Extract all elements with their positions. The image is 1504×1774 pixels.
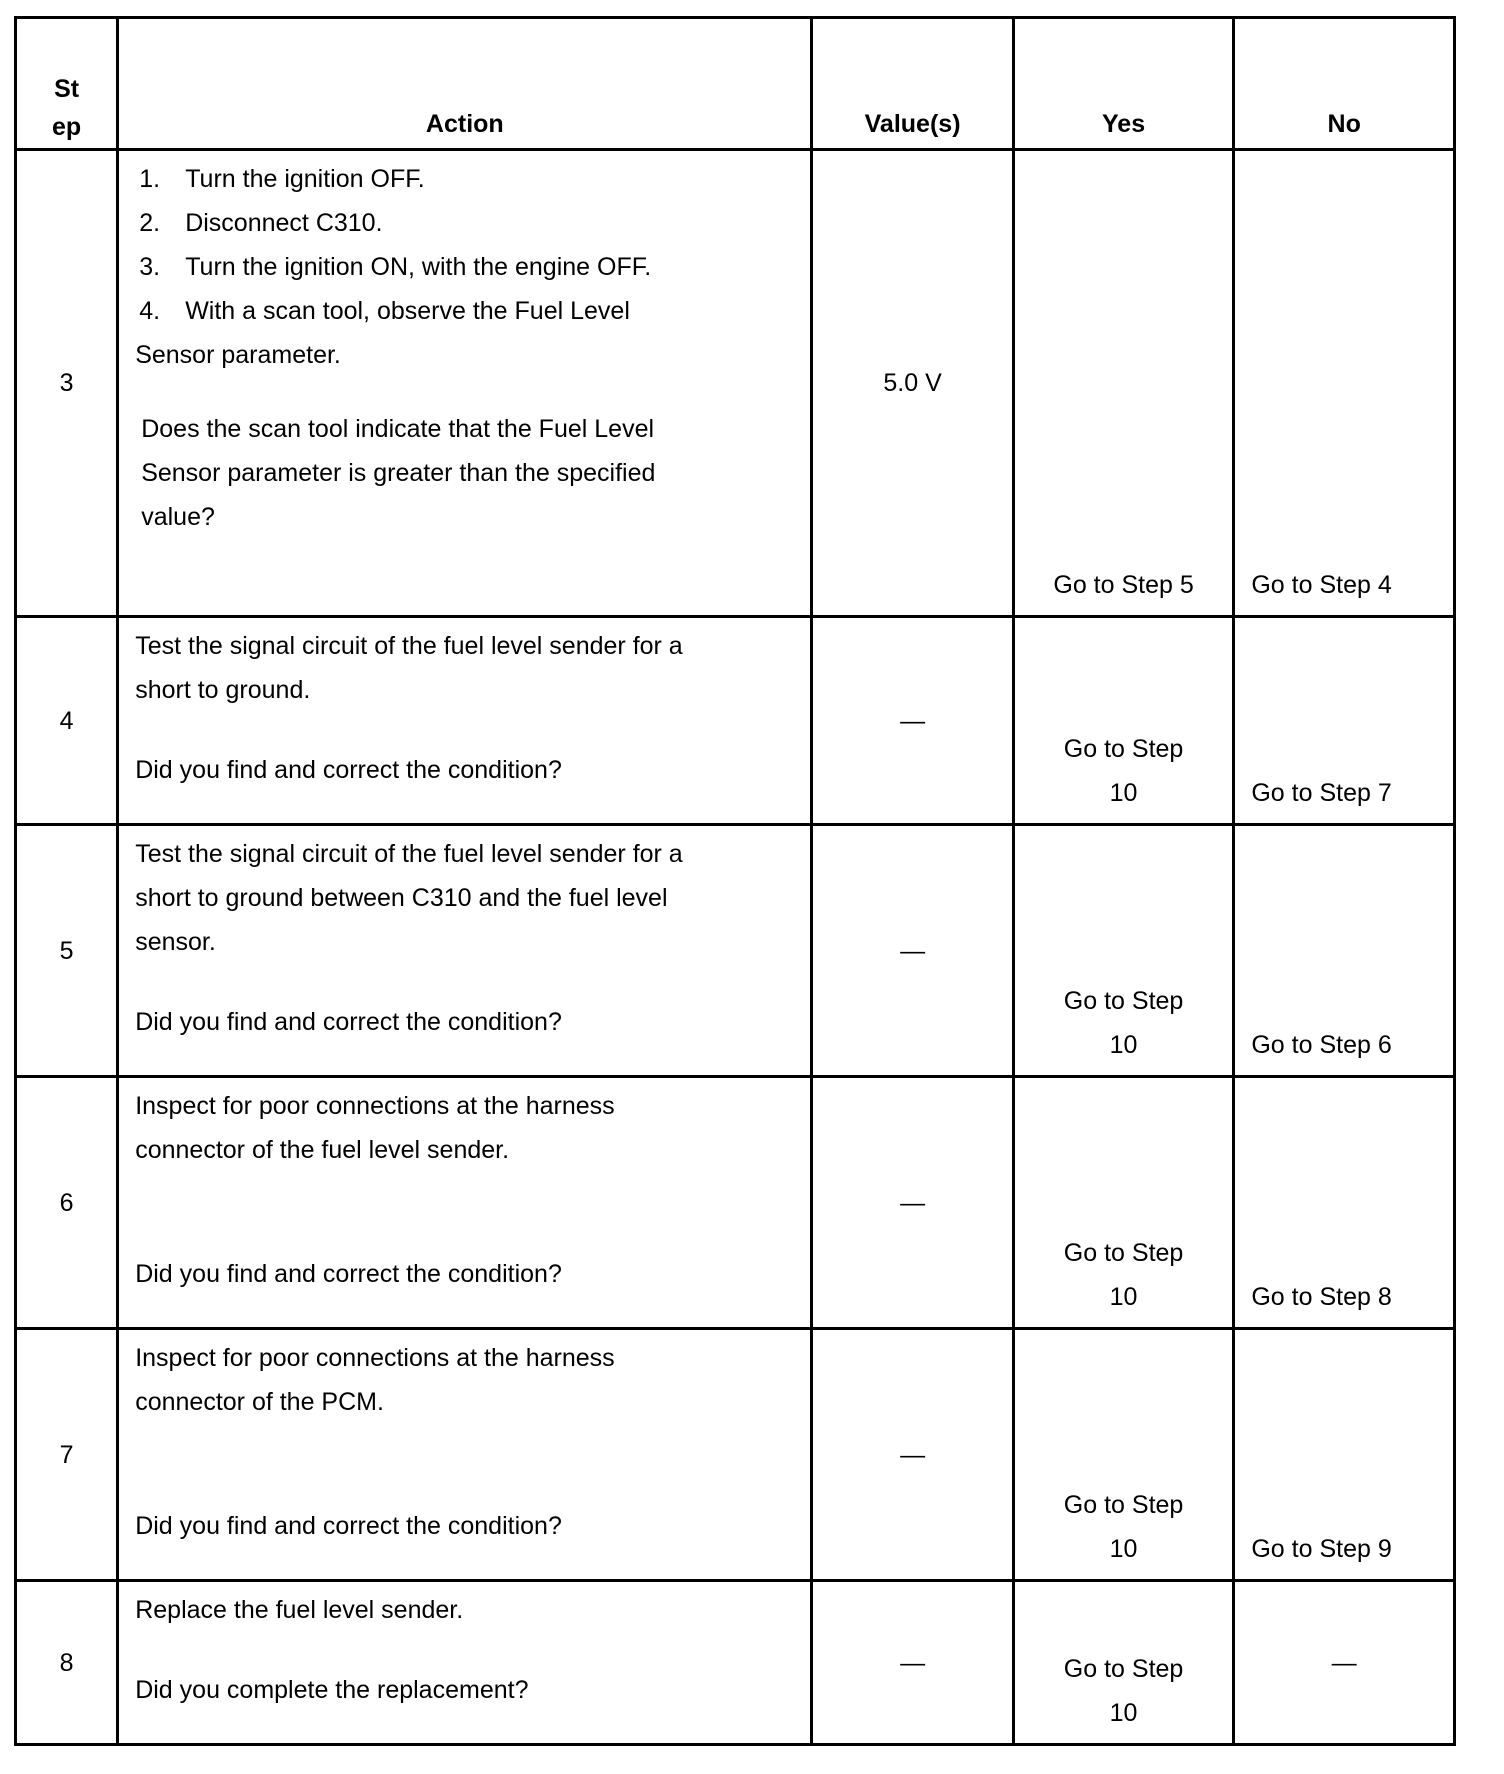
no-cell: — (1234, 1581, 1455, 1745)
yes-cell: Go to Step 10 (1013, 1581, 1234, 1745)
action-item: 3. Turn the ignition ON, with the engine OFF. (139, 253, 652, 281)
action-cell (118, 617, 812, 825)
action-text: Replace the fuel level sender. (135, 1596, 464, 1624)
no-cell: Go to Step 7 (1234, 617, 1455, 825)
value-cell: 5.0 V (812, 150, 1013, 617)
action-text: Inspect for poor connections at the harness connector of the PCM. (135, 1344, 615, 1416)
no-cell: Go to Step 8 (1234, 1077, 1455, 1329)
action-cell (118, 150, 812, 617)
table-row (16, 617, 1455, 825)
step-number: 8 (16, 1581, 118, 1745)
action-text: Test the signal circuit of the fuel level sender for a short to ground between C310 and the fuel level sensor. (135, 840, 683, 956)
action-item: 4. With a scan tool, observe the Fuel Level Sensor parameter. (135, 297, 630, 369)
action-question: Did you find and correct the condition? (135, 756, 562, 784)
step-number: 3 (16, 150, 118, 617)
step-number: 4 (16, 617, 118, 825)
header-row (16, 18, 1455, 150)
step-number: 5 (16, 825, 118, 1077)
action-question: Did you complete the replacement? (135, 1676, 529, 1704)
diagnostic-table (14, 16, 1456, 1746)
header-values: Value(s) (812, 18, 1013, 150)
table-row (16, 150, 1455, 617)
action-item: 1. Turn the ignition OFF. (139, 165, 425, 193)
action-item: 2. Disconnect C310. (139, 209, 383, 237)
no-cell: Go to Step 9 (1234, 1329, 1455, 1581)
action-question: Did you find and correct the condition? (135, 1512, 562, 1540)
header-no: No (1234, 18, 1455, 150)
action-text: Inspect for poor connections at the harness connector of the fuel level sender. (135, 1092, 615, 1164)
value-cell: — (812, 1329, 1013, 1581)
yes-cell: Go to Step 5 (1013, 150, 1234, 617)
step-number: 6 (16, 1077, 118, 1329)
header-step: St ep (16, 18, 118, 150)
table-row (16, 1329, 1455, 1581)
action-cell (118, 1077, 812, 1329)
action-text: Test the signal circuit of the fuel level sender for a short to ground. (135, 632, 683, 704)
header-yes: Yes (1013, 18, 1234, 150)
no-cell: Go to Step 4 (1234, 150, 1455, 617)
yes-cell: Go to Step 10 (1013, 1077, 1234, 1329)
step-number: 7 (16, 1329, 118, 1581)
action-cell (118, 825, 812, 1077)
no-cell: Go to Step 6 (1234, 825, 1455, 1077)
table-row (16, 1581, 1455, 1745)
header-action: Action (118, 18, 812, 150)
value-cell: — (812, 825, 1013, 1077)
action-question: Did you find and correct the condition? (135, 1008, 562, 1036)
yes-cell: Go to Step 10 (1013, 617, 1234, 825)
value-cell: — (812, 1077, 1013, 1329)
action-question: Did you find and correct the condition? (135, 1260, 562, 1288)
value-cell: — (812, 1581, 1013, 1745)
table-row (16, 825, 1455, 1077)
yes-cell: Go to Step 10 (1013, 825, 1234, 1077)
action-cell (118, 1581, 812, 1745)
action-question: Does the scan tool indicate that the Fuel Level Sensor parameter is greater than the specified value? (141, 415, 656, 531)
table-row (16, 1077, 1455, 1329)
value-cell: — (812, 617, 1013, 825)
yes-cell: Go to Step 10 (1013, 1329, 1234, 1581)
action-cell (118, 1329, 812, 1581)
